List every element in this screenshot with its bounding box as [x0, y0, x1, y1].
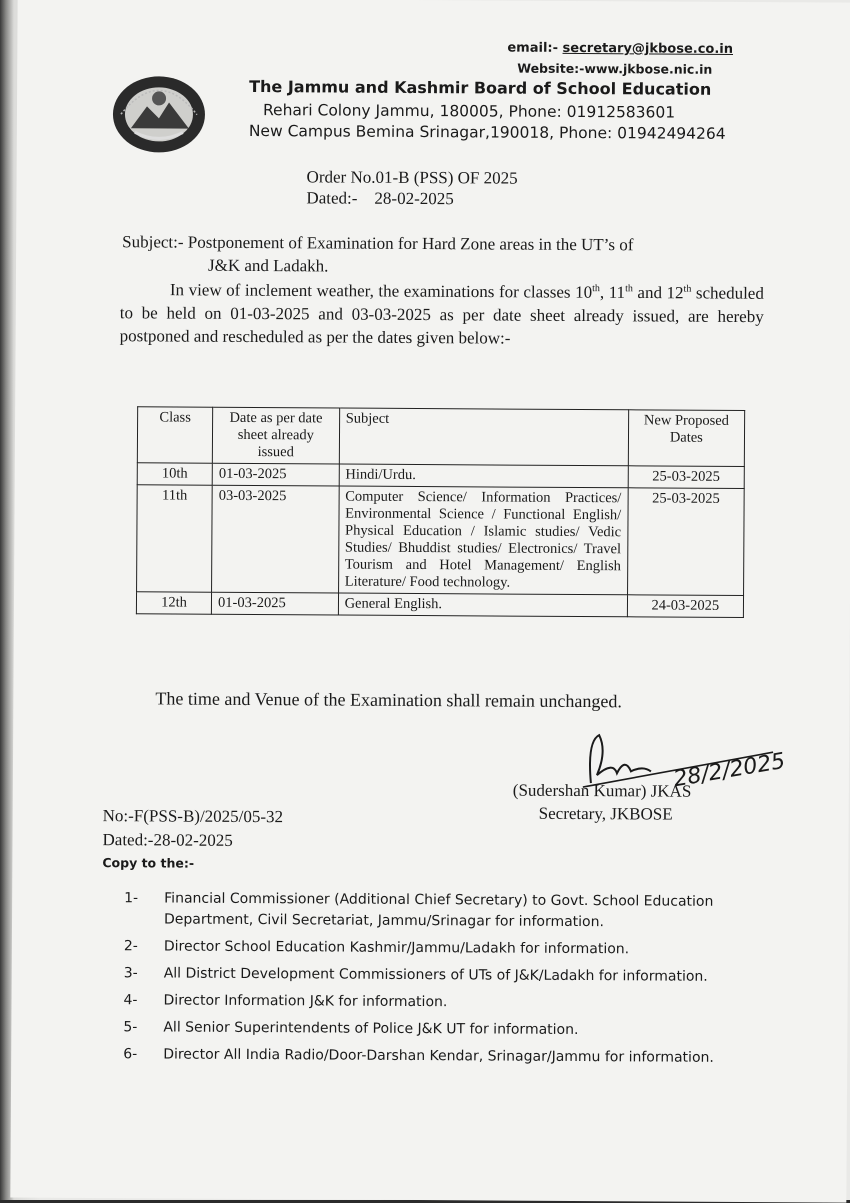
- header-new-date: New Proposed Dates: [628, 410, 745, 467]
- para-sup-3: th: [683, 283, 692, 295]
- header-class: Class: [137, 407, 212, 463]
- para-part-2: , 11: [599, 282, 626, 302]
- cell-subject: Hindi/Urdu.: [339, 464, 628, 488]
- cell-date: 01-03-2025: [212, 592, 339, 615]
- subject-line-2: J&K and Ladakh.: [207, 255, 329, 276]
- list-item: [124, 963, 764, 988]
- signature-date: 28/2/2025: [671, 748, 788, 793]
- para-indent: [120, 280, 170, 299]
- email-label: email:-: [507, 40, 559, 56]
- cell-new-date: 25-03-2025: [628, 466, 744, 489]
- list-item-text: Director School Education Kashmir/Jammu/Ladakh for information.: [163, 938, 630, 958]
- cell-new-date: 24-03-2025: [627, 595, 743, 618]
- list-item-text: Financial Commissioner (Additional Chief Secretary) to Govt. School Education Department, Civil Secretariat, Jammu/Srinagar for information.: [163, 890, 714, 931]
- list-item-number: 3-: [123, 965, 138, 982]
- list-item-number: 1-: [124, 890, 139, 907]
- table-row: [137, 485, 745, 596]
- address-srinagar: New Campus Bemina Srinagar,190018, Phone: 01942494264: [248, 121, 726, 143]
- order-number: Order No.01-B (PSS) OF 2025: [306, 167, 518, 188]
- schedule-table: [136, 406, 745, 618]
- cell-subject: Computer Science/ Information Practices/ Environmental Science / Functional English/ Physical Education / Islamic studies/ Vedic Studies/ Bhuddist studies/ Electronics/ Travel Tourism and Hotel Management/ English Literature/ Food technology.: [338, 486, 628, 595]
- list-item: [124, 888, 764, 934]
- para-part-3: and 12: [632, 282, 684, 303]
- cell-new-date: 25-03-2025: [627, 488, 744, 596]
- body-paragraph: [120, 274, 764, 351]
- cell-date: 01-03-2025: [212, 463, 339, 486]
- list-item-number: 6-: [123, 1046, 138, 1063]
- para-part-4: scheduled to be held on 01-03-2025 and 03-03-2025 as per date sheet already issued, are hereby postponed and rescheduled as per the dates given below:-: [119, 283, 764, 348]
- signatory-name: (Sudershan Kumar) JKAS: [512, 780, 692, 801]
- header-subject: Subject: [339, 408, 628, 466]
- list-item: [123, 1017, 763, 1042]
- list-item: [123, 990, 763, 1015]
- copy-list: [123, 888, 764, 1075]
- cell-subject: General English.: [338, 593, 627, 617]
- unchanged-note: The time and Venue of the Examination shall remain unchanged.: [155, 688, 622, 712]
- jkbose-logo-icon: [107, 72, 218, 159]
- reference-number: No:-F(PSS-B)/2025/05-32: [102, 806, 284, 827]
- reference-date: Dated:-28-02-2025: [102, 830, 233, 850]
- copy-to-heading: Copy to the:-: [102, 855, 195, 871]
- list-item-text: All Senior Superintendents of Police J&K UT for information.: [163, 1019, 579, 1039]
- cell-class: 10th: [137, 463, 212, 485]
- table-row: [136, 592, 743, 618]
- para-part-1: In view of inclement weather, the examinations for classes 10: [169, 280, 593, 302]
- website-line: Website:-www.jkbose.nic.in: [517, 60, 713, 77]
- list-item-text: Director All India Radio/Door-Darshan Kendar, Srinagar/Jammu for information.: [163, 1046, 714, 1066]
- list-item: [123, 1044, 763, 1069]
- list-item-number: 2-: [123, 938, 138, 955]
- email-line: [507, 41, 733, 57]
- cell-class: 12th: [136, 592, 211, 614]
- list-item-number: 4-: [123, 992, 138, 1009]
- cell-date: 03-03-2025: [212, 485, 339, 593]
- order-date-label: Dated:-: [306, 188, 358, 208]
- para-sup-1: th: [592, 283, 600, 295]
- organization-name: The Jammu and Kashmir Board of School Education: [249, 76, 712, 99]
- order-date: [306, 187, 517, 209]
- subject-block: [122, 230, 762, 280]
- signatory-title: Secretary, JKBOSE: [538, 803, 673, 824]
- order-date-value: 28-02-2025: [374, 188, 454, 209]
- email-link[interactable]: secretary@jkbose.co.in: [562, 40, 734, 57]
- header-date: Date as per date sheet already issued: [212, 407, 339, 464]
- list-item: [124, 936, 764, 961]
- list-item-text: Director Information J&K for information.: [163, 992, 448, 1011]
- order-block: [306, 166, 517, 209]
- cell-class: 11th: [137, 485, 213, 592]
- subject-line-1: Subject:- Postponement of Examination for Hard Zone areas in the UT’s of: [122, 232, 634, 255]
- list-item-text: All District Development Commissioners of UTs of J&K/Ladakh for information.: [163, 965, 708, 985]
- address-jammu: Rehari Colony Jammu, 180005, Phone: 01912583601: [262, 101, 676, 122]
- table-header-row: [137, 407, 744, 467]
- list-item-number: 5-: [123, 1019, 138, 1036]
- document-page: [10, 0, 850, 1203]
- para-sup-2: th: [625, 283, 633, 295]
